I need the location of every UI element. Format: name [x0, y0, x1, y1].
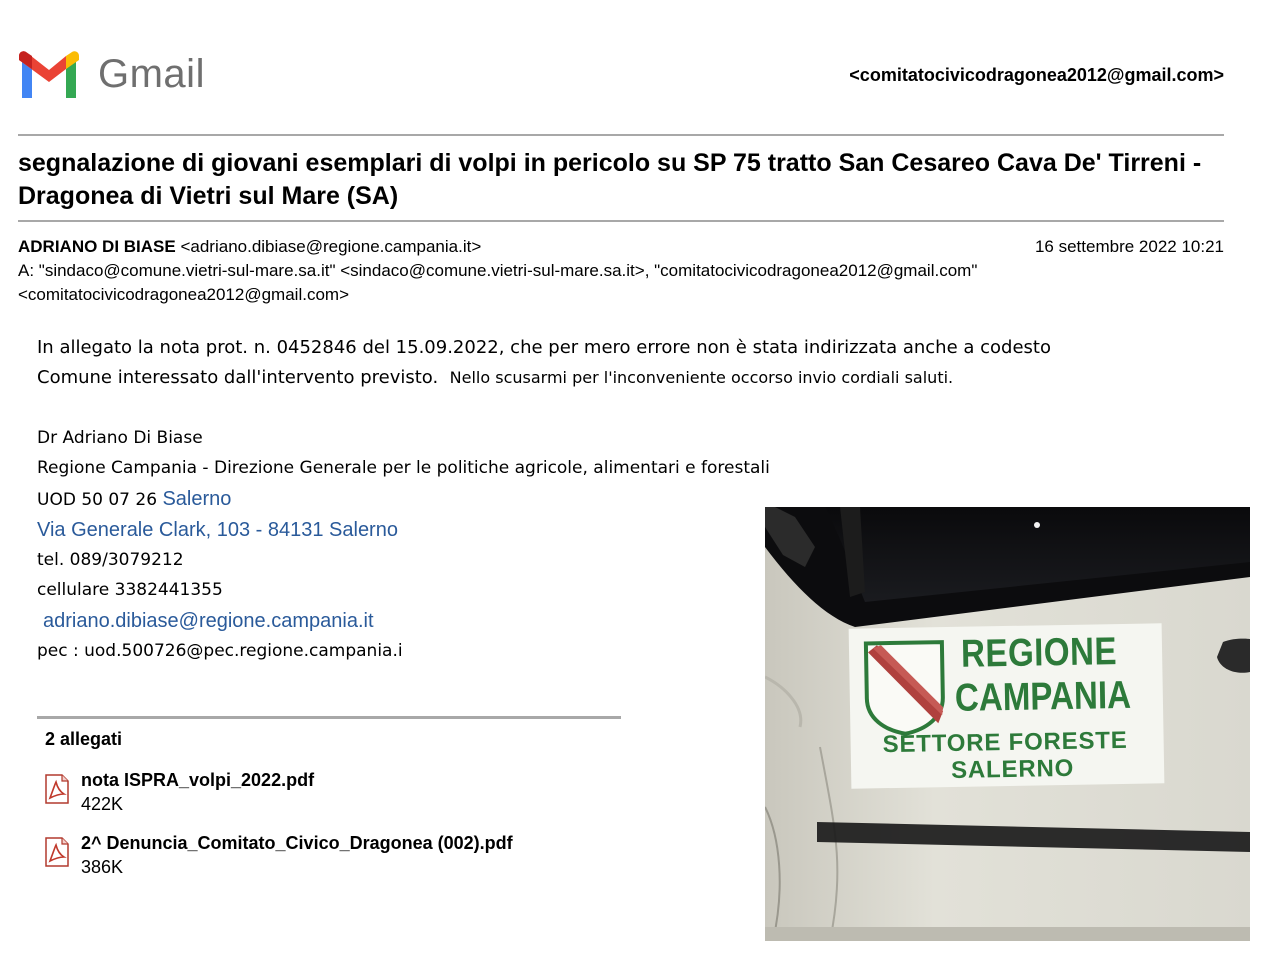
signature-tel: tel. 089/3079212: [37, 550, 184, 571]
signature-office: Regione Campania - Direzione Generale per le politiche agricole, alimentari e forestali: [37, 458, 770, 479]
address-link[interactable]: Via Generale Clark, 103 - 84131 Salerno: [37, 518, 398, 541]
attachment-size: 422K: [81, 794, 124, 814]
email-link[interactable]: adriano.dibiase@regione.campania.it: [43, 609, 374, 632]
attachment-item[interactable]: [44, 831, 513, 879]
signature-uod: UOD 50 07 26 Salerno: [37, 487, 232, 510]
body-line-1: In allegato la nota prot. n. 0452846 del 15.09.2022, che per mero errore non è stata indirizzata anche a codesto: [37, 337, 1051, 358]
recipients-line-2: <comitatocivicodragonea2012@gmail.com>: [18, 285, 349, 304]
subject-divider: [18, 220, 1224, 222]
pdf-icon: [44, 837, 70, 867]
gmail-wordmark: Gmail: [98, 51, 205, 96]
pdf-icon: [44, 774, 70, 804]
attachment-item[interactable]: [44, 768, 314, 816]
gmail-logo: [18, 48, 205, 100]
shield-emblem: [863, 639, 947, 736]
account-email: <comitatocivicodragonea2012@gmail.com>: [849, 65, 1224, 85]
sign-line-4: SALERNO: [950, 754, 1075, 784]
body-paragraph: [37, 333, 1197, 393]
recipients-line: A: "sindaco@comune.vietri-sul-mare.sa.it" <sindaco@comune.vietri-sul-mare.sa.it>, "comitatocivicodragonea2012@gmail.com": [18, 261, 978, 280]
email-subject: segnalazione di giovani esemplari di volpi in pericolo su SP 75 tratto San Cesareo Cava De' Tirreni - Dragonea di Vietri sul Mare (SA): [18, 149, 1202, 210]
attachments-count: 2 allegati: [45, 729, 123, 749]
header-divider: [18, 134, 1224, 136]
sign-line-1: REGIONE: [960, 630, 1118, 676]
regione-campania-sign: [849, 623, 1165, 788]
sender-name: ADRIANO DI BIASE: [18, 237, 176, 256]
attachment-name[interactable]: 2^ Denuncia_Comitato_Civico_Dragonea (002).pdf: [81, 833, 513, 853]
gmail-m-icon: [18, 49, 80, 99]
attachments-divider: [37, 716, 621, 719]
attachment-size: 386K: [81, 857, 124, 877]
city-link[interactable]: Salerno: [162, 487, 232, 510]
attachment-name[interactable]: nota ISPRA_volpi_2022.pdf: [81, 770, 315, 790]
body-line-2: Comune interessato dall'intervento previsto. Nello scusarmi per l'inconveniente occorso invio cordiali saluti.: [37, 367, 954, 388]
sign-line-3: SETTORE FORESTE: [882, 726, 1128, 759]
sign-line-2: CAMPANIA: [954, 673, 1132, 720]
sender-email: <adriano.dibiase@regione.campania.it>: [180, 237, 482, 256]
signature-name: Dr Adriano Di Biase: [37, 428, 203, 448]
signature-mobile: cellulare 3382441355: [37, 580, 223, 601]
body-line-2-closing: Nello scusarmi per l'inconveniente occorso invio cordiali saluti.: [449, 368, 954, 387]
gmail-header: [18, 48, 1224, 100]
signature-pec: pec : uod.500726@pec.regione.campania.i: [37, 641, 403, 662]
message-meta: [18, 235, 1224, 307]
message-date: 16 settembre 2022 10:21: [1034, 237, 1224, 256]
